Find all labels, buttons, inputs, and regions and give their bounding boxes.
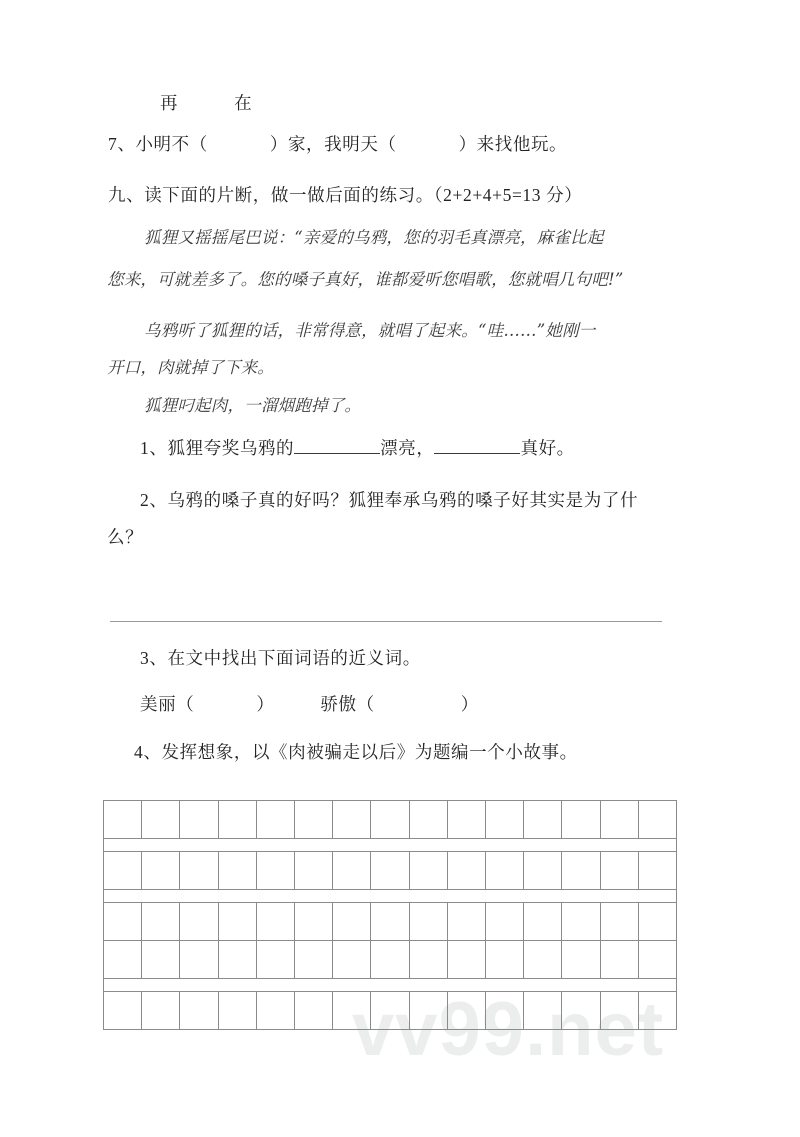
passage-p3-line1: 狐狸叼起肉，一溜烟跑掉了。 (144, 396, 362, 415)
grid-cell[interactable] (371, 992, 409, 1030)
grid-cell[interactable] (142, 992, 180, 1030)
grid-cell[interactable] (257, 801, 295, 839)
question-part-2: ）家，我明天（ (269, 134, 397, 154)
grid-cell[interactable] (639, 941, 676, 979)
grid-cell[interactable] (486, 903, 524, 941)
grid-cell[interactable] (257, 903, 295, 941)
grid-cell[interactable] (142, 801, 180, 839)
grid-cell[interactable] (524, 903, 562, 941)
grid-cell[interactable] (219, 941, 257, 979)
grid-cell[interactable] (601, 852, 639, 890)
grid-cell[interactable] (562, 941, 600, 979)
grid-cell[interactable] (104, 903, 142, 941)
grid-cell[interactable] (219, 852, 257, 890)
grid-cell[interactable] (219, 801, 257, 839)
grid-cell[interactable] (601, 941, 639, 979)
question-2-number: 2、 (140, 490, 168, 510)
grid-cell[interactable] (410, 852, 448, 890)
question-2-line-2: 么？ (107, 527, 144, 547)
grid-cell[interactable] (180, 941, 218, 979)
grid-cell[interactable] (410, 903, 448, 941)
synonym-pair-2-close: ） (460, 694, 479, 714)
grid-cell[interactable] (562, 903, 600, 941)
grid-cell[interactable] (410, 801, 448, 839)
grid-writing-row[interactable] (104, 941, 676, 979)
grid-cell[interactable] (333, 992, 371, 1030)
grid-cell[interactable] (639, 992, 676, 1030)
grid-cell[interactable] (104, 801, 142, 839)
grid-cell[interactable] (104, 852, 142, 890)
grid-cell[interactable] (142, 903, 180, 941)
grid-spacer-cell (104, 979, 676, 992)
question-2-text: 乌鸦的嗓子真的好吗？狐狸奉承乌鸦的嗓子好其实是为了什 (167, 490, 639, 510)
grid-cell[interactable] (295, 801, 333, 839)
grid-cell[interactable] (639, 801, 676, 839)
grid-cell[interactable] (180, 852, 218, 890)
grid-cell[interactable] (371, 903, 409, 941)
grid-cell[interactable] (410, 992, 448, 1030)
grid-cell[interactable] (448, 801, 486, 839)
question-4-text: 发挥想象，以《肉被骗走以后》为题编一个小故事。 (161, 742, 578, 762)
grid-cell[interactable] (486, 992, 524, 1030)
grid-spacer-cell (104, 839, 676, 852)
grid-cell[interactable] (601, 903, 639, 941)
grid-cell[interactable] (639, 903, 676, 941)
composition-grid[interactable] (103, 800, 677, 1030)
grid-cell[interactable] (295, 903, 333, 941)
question-3 (140, 645, 421, 670)
section-heading: 九、读下面的片断，做一做后面的练习。（2+2+4+5=13 分） (108, 185, 583, 205)
grid-cell[interactable] (524, 852, 562, 890)
grid-cell[interactable] (219, 992, 257, 1030)
fill-in-question-7 (108, 131, 567, 156)
grid-cell[interactable] (333, 903, 371, 941)
question-1-text-a: 狐狸夸奖乌鸦的 (167, 438, 295, 458)
question-1-text-b: 漂亮， (380, 438, 435, 458)
grid-spacer-row (104, 890, 676, 903)
grid-spacer-row (104, 979, 676, 992)
question-3-number: 3、 (140, 648, 168, 668)
grid-cell[interactable] (524, 941, 562, 979)
grid-cell[interactable] (333, 852, 371, 890)
grid-writing-row[interactable] (104, 992, 676, 1030)
question-1-number: 1、 (140, 438, 168, 458)
question-1-text-c: 真好。 (520, 438, 575, 458)
grid-cell[interactable] (562, 992, 600, 1030)
grid-cell[interactable] (524, 801, 562, 839)
grid-cell[interactable] (295, 941, 333, 979)
grid-spacer-row (104, 839, 676, 852)
passage-p1-line2: 您来，可就差多了。您的嗓子真好，谁都爱听您唱歌，您就唱几句吧!” (107, 270, 624, 289)
grid-cell[interactable] (524, 992, 562, 1030)
grid-cell[interactable] (371, 801, 409, 839)
grid-cell[interactable] (562, 801, 600, 839)
grid-cell[interactable] (486, 941, 524, 979)
grid-writing-row[interactable] (104, 801, 676, 839)
grid-cell[interactable] (448, 992, 486, 1030)
grid-cell[interactable] (257, 941, 295, 979)
question-1 (140, 435, 575, 460)
grid-cell[interactable] (180, 992, 218, 1030)
grid-cell[interactable] (371, 941, 409, 979)
word-bank-line (160, 90, 252, 115)
passage-p2-line2: 开口，肉就掉了下来。 (107, 358, 274, 377)
grid-cell[interactable] (486, 801, 524, 839)
grid-cell[interactable] (486, 852, 524, 890)
site-watermark: vv99.net (352, 987, 665, 1072)
grid-cell[interactable] (180, 801, 218, 839)
grid-cell[interactable] (104, 992, 142, 1030)
question-1-blank-1[interactable] (294, 453, 380, 454)
synonym-pair-2-label: 骄傲（ (320, 694, 375, 714)
grid-cell[interactable] (333, 941, 371, 979)
grid-cell[interactable] (639, 852, 676, 890)
word-bank-item-1: 再 (160, 93, 179, 113)
grid-cell[interactable] (371, 852, 409, 890)
question-4 (134, 739, 578, 764)
question-part-1: 小明不（ (135, 134, 208, 154)
question-part-3: ）来找他玩。 (458, 134, 568, 154)
word-bank-item-2: 在 (234, 93, 253, 113)
grid-cell[interactable] (180, 903, 218, 941)
synonym-pair-1-label: 美丽（ (140, 694, 195, 714)
question-2-line-1 (140, 487, 638, 512)
grid-cell[interactable] (448, 941, 486, 979)
grid-cell[interactable] (601, 801, 639, 839)
grid-writing-row[interactable] (104, 852, 676, 890)
synonym-pair-1-close: ） (256, 694, 275, 714)
grid-cell[interactable] (410, 941, 448, 979)
grid-cell[interactable] (142, 941, 180, 979)
grid-cell[interactable] (295, 992, 333, 1030)
answer-rule-line[interactable] (110, 621, 662, 622)
passage-p2-line1: 乌鸦听了狐狸的话，非常得意，就唱了起来。“哇……”她刚一 (144, 321, 596, 340)
passage-p1-line1: 狐狸又摇摇尾巴说：“亲爱的乌鸦，您的羽毛真漂亮，麻雀比起 (144, 228, 604, 247)
question-4-number: 4、 (134, 742, 162, 762)
grid-cell[interactable] (448, 903, 486, 941)
grid-cell[interactable] (448, 852, 486, 890)
grid-cell[interactable] (601, 992, 639, 1030)
question-1-blank-2[interactable] (434, 453, 520, 454)
grid-cell[interactable] (562, 852, 600, 890)
grid-cell[interactable] (219, 903, 257, 941)
grid-cell[interactable] (142, 852, 180, 890)
question-3-answer-row (140, 691, 479, 716)
grid-cell[interactable] (257, 852, 295, 890)
grid-writing-row[interactable] (104, 903, 676, 941)
grid-cell[interactable] (257, 992, 295, 1030)
grid-cell[interactable] (333, 801, 371, 839)
question-3-text: 在文中找出下面词语的近义词。 (167, 648, 421, 668)
question-number: 7、 (108, 134, 136, 154)
grid-cell[interactable] (295, 852, 333, 890)
grid-spacer-cell (104, 890, 676, 903)
grid-cell[interactable] (104, 941, 142, 979)
